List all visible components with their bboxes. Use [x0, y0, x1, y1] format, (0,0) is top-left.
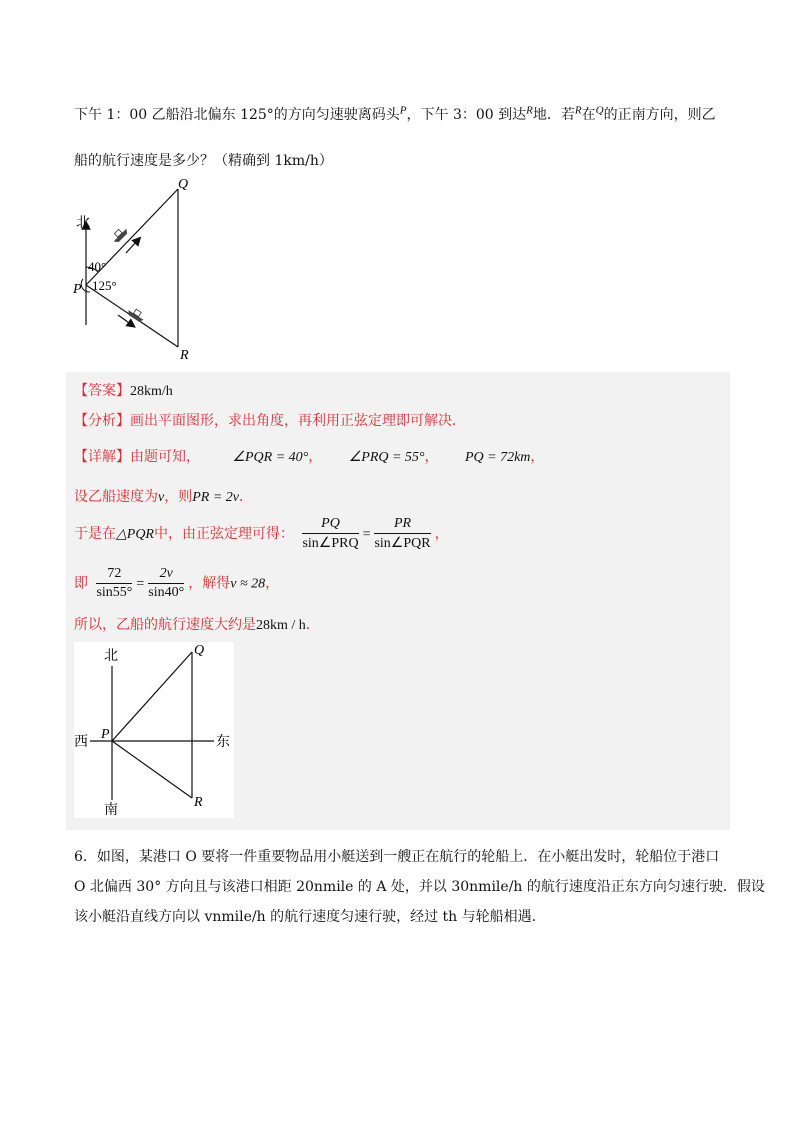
var-v: v [158, 490, 165, 505]
point-p-label: P [73, 282, 82, 297]
analysis-tag: 【分析】 [74, 413, 130, 429]
sine-law-line: 于是在△PQR中，由正弦定理可得： $\frac{PQ}{\text{sin∠PRQ}}$ = $\frac{PR}{\text{sin∠PQR}}$ ， [74, 516, 449, 551]
var-r: R [526, 104, 533, 117]
problem6-line-1: 6．如图，某港口 O 要将一件重要物品用小艇送到一艘正在航行的轮船上．在小艇出发时，轮船位于港口 [74, 849, 720, 865]
detail-tag: 【详解】 [74, 449, 130, 465]
west-label: 西 [74, 734, 88, 750]
analysis-line [74, 410, 466, 430]
east-label: 东 [216, 734, 230, 750]
detail-line: 【详解】由题可知， ∠PQR = 40°， ∠PRQ = 55°， PQ = 72km， [74, 449, 545, 465]
equation-pqr: ∠PQR = 40° [232, 450, 309, 465]
analysis-text: 画出平面图形，求出角度，再利用正弦定理即可解决． [130, 413, 466, 429]
answer-line [74, 380, 173, 400]
angle-125-label: 125° [92, 278, 117, 293]
conclusion-value: 28km / h [256, 618, 306, 633]
problem-line-2: 船的航行速度是多少？（精确到 1km/h） [74, 153, 333, 169]
figure-1-diagram [70, 175, 210, 365]
equation-prq: ∠PRQ = 55° [348, 450, 425, 465]
var-q: Q [595, 104, 604, 117]
var-r2: R [574, 104, 582, 117]
problem6-line-2: O 北偏西 30° 方向且与该港口相距 20nmile 的 A 处，并以 30nmile/h 的航行速度沿正东方向匀速行驶．假设 [74, 879, 765, 895]
fraction-pr: $\frac{PR}{\text{sin∠PQR}}$ [374, 516, 431, 551]
point-q-label-2: Q [194, 643, 205, 658]
ship-icon-2 [126, 306, 146, 323]
var-p: P [399, 104, 407, 117]
problem-line-1: 下午 1：00 乙船沿北偏东 125°的方向匀速驶离码头$^P$，下午 3：00 到达$^R$地．若$^R$在$^Q$的正南方向，则乙 [74, 104, 716, 123]
problem6-line-3: 该小艇沿直线方向以 vnmile/h 的航行速度匀速行驶，经过 th 与轮船相遇. [74, 909, 537, 925]
approx-result: v ≈ 28 [230, 576, 266, 592]
answer-value: 28km/h [130, 384, 173, 399]
south-label: 南 [104, 802, 118, 818]
fraction-2v: $\frac{2v}{\sin 40^\circ}$ [148, 566, 185, 600]
point-r-label-2: R [194, 795, 203, 810]
equation-pr: PR = 2v [192, 490, 239, 505]
conclusion-line: 所以，乙船的航行速度大约是28km / h． [74, 617, 320, 633]
fraction-72: $\frac{72}{\sin 55^\circ}$ [96, 566, 133, 600]
point-q-label: Q [178, 177, 189, 192]
equation-pq: PQ = 72km [464, 450, 531, 465]
point-r-label: R [180, 348, 189, 363]
ship-icon-1 [110, 225, 129, 244]
triangle-pqr: △PQR [116, 527, 154, 542]
set-speed-line: 设乙船速度为v，则PR = 2v． [74, 489, 253, 505]
fraction-pq: $\frac{PQ}{\text{sin∠PRQ}}$ [302, 516, 359, 551]
solve-line: 即 $\frac{72}{\sin 55^\circ}$ = $\frac{2v}{\sin 40^\circ}$ ，解得v ≈ 28， [74, 566, 280, 600]
answer-tag: 【答案】 [74, 383, 130, 399]
north-label: 北 [76, 215, 90, 231]
detail-text: 由题可知， [130, 449, 200, 465]
angle-40-label: 40° [88, 259, 107, 274]
figure-2-diagram [74, 642, 234, 818]
north-label-2: 北 [104, 648, 118, 664]
point-p-label-2: P [101, 727, 110, 742]
